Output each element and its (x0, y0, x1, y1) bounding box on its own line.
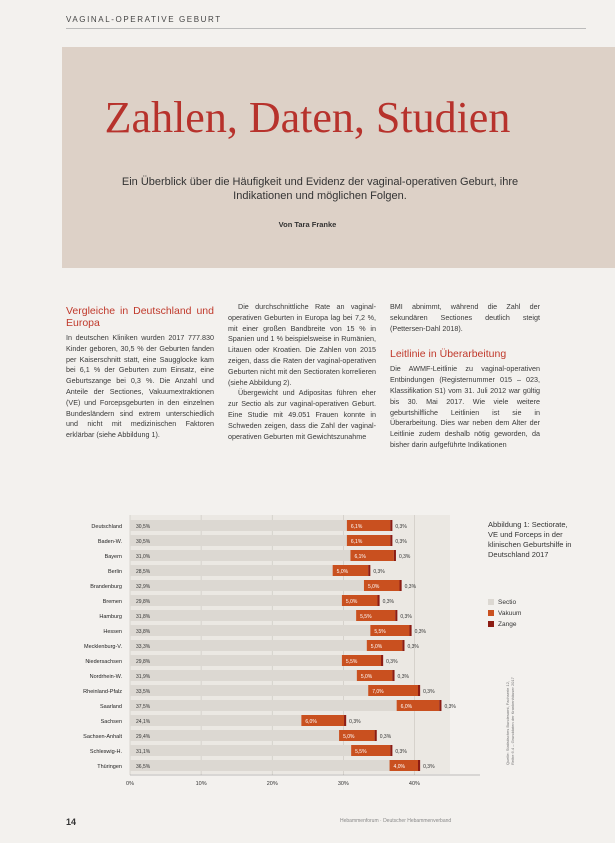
vakuum-value-label: 7,0% (372, 689, 384, 695)
column-2 (228, 302, 376, 442)
sectio-value-label: 28,5% (136, 569, 151, 575)
zange-value-label: 0,3% (397, 674, 409, 680)
bar-sectio (130, 520, 347, 531)
vakuum-value-label: 5,0% (343, 734, 355, 740)
bar-zange (368, 565, 370, 576)
bar-zange (390, 745, 392, 756)
zange-value-label: 0,3% (379, 734, 392, 740)
bar-sectio (130, 610, 356, 621)
category-label: Rheinland-Pfalz (83, 689, 122, 695)
vakuum-value-label: 5,0% (360, 674, 373, 680)
sectio-value-label: 29,4% (136, 734, 151, 740)
zange-value-label: 0,3% (400, 614, 412, 620)
bar-zange (394, 550, 396, 561)
legend-label: Sectio (498, 599, 517, 606)
category-label: Thüringen (97, 764, 122, 770)
x-tick-label: 0% (126, 781, 134, 787)
vakuum-value-label: 6,0% (305, 719, 317, 725)
article-title: Zahlen, Daten, Studien (104, 93, 511, 142)
vakuum-value-label: 5,5% (355, 749, 367, 755)
body-paragraph: BMI abnimmt, während die Zahl der sekundären Sectiones deutlich steigt (Pettersen-Dahl 2018). (390, 302, 540, 333)
vakuum-value-label: 5,5% (360, 614, 372, 620)
sectio-value-label: 31,1% (136, 749, 151, 755)
body-paragraph: Übergewicht und Adipositas führen eher zur Sectio als zur vaginal-operativen Geburt. Eine Studie mit 49.051 Frauen konnte in Schweden zeigen, dass die Zahl der vaginal-operativen Geburten mit Gewichtszunahme (228, 388, 376, 441)
vakuum-value-label: 4,0% (393, 764, 405, 770)
bar-sectio (130, 565, 333, 576)
category-label: Mecklenburg-V. (83, 644, 122, 650)
bar-zange (377, 595, 379, 606)
legend-swatch (488, 610, 494, 616)
x-tick-label: 30% (337, 781, 349, 787)
sectio-value-label: 36,5% (136, 764, 151, 770)
bar-sectio (130, 760, 390, 771)
sectio-value-label: 30,5% (136, 539, 151, 545)
legend-label: Vakuum (498, 610, 522, 617)
category-label: Nordrhein-W. (89, 674, 122, 680)
x-tick-label: 40% (408, 781, 420, 787)
sectio-value-label: 33,3% (136, 644, 151, 650)
running-head: VAGINAL-OPERATIVE GEBURT (66, 15, 222, 24)
body-paragraph: Die durchschnittliche Rate an vaginal-operativen Geburten in Europa lag bei 7,2 %, mit einer großen Bandbreite von 15 % in Spanien und 1 % beispielsweise in Rumänien, Litauen oder Kroatien. Die Zahlen von 2015 zeigen, dass die Raten der vaginal-operativen Geburten nicht mit den Sectioraten korrelieren (siehe Abbildung 2). (228, 302, 376, 387)
bar-sectio (130, 715, 301, 726)
vakuum-value-label: 6,1% (354, 554, 366, 560)
article-subtitle: Ein Überblick über die Häufigkeit und Evidenz der vaginal-operativen Geburt, ihre Indikationen und möglichen Folgen. (121, 176, 519, 202)
zange-value-label: 0,3% (386, 659, 398, 665)
sectio-value-label: 33,8% (136, 629, 151, 635)
x-tick-label: 20% (266, 781, 278, 787)
article-byline: Von Tara Franke (278, 220, 337, 229)
bar-sectio (130, 580, 364, 591)
vakuum-value-label: 5,0% (370, 644, 383, 650)
bar-sectio (130, 670, 357, 681)
category-label: Bayern (104, 554, 122, 560)
sectio-value-label: 37,5% (136, 704, 151, 710)
column-3 (390, 302, 540, 451)
vakuum-value-label: 6,0% (400, 704, 413, 710)
body-paragraph: Die AWMF-Leitlinie zu vaginal-operativen Entbindungen (Registernummer 015 – 023, Klassifikation S1) vom 31. Juli 2012 war gültig bis 30. Mai 2017. Wie viele weitere geburtshilfliche Leitlinien ist sie in Überarbeitung. Dies war neben dem Alter der Leitlinie zudem deshalb nötig geworden, da bisher darin aufgeführte Indikationen (390, 364, 540, 449)
bar-zange (381, 655, 383, 666)
sectio-value-label: 31,0% (136, 554, 151, 560)
vakuum-value-label: 5,0% (345, 599, 358, 605)
bar-sectio (130, 535, 347, 546)
footer-journal: Hebammenforum · Deutscher Hebammenverband (340, 818, 452, 824)
zange-value-label: 0,3% (423, 689, 435, 695)
x-tick-label: 10% (195, 781, 207, 787)
sectio-value-label: 29,8% (136, 659, 151, 665)
bar-zange (392, 670, 394, 681)
category-label: Schleswig-H. (89, 749, 122, 755)
zange-value-label: 0,3% (404, 584, 417, 590)
bar-sectio (130, 640, 367, 651)
page-number: 14 (66, 817, 77, 827)
header-rule (66, 28, 586, 29)
bar-zange (395, 610, 397, 621)
zange-value-label: 0,3% (349, 719, 361, 725)
bar-zange (418, 760, 420, 771)
legend-item-sectio (488, 597, 521, 608)
chart-source: Quelle: Statistisches Bundesamt, Fachserie 12, Reihe 6.4 – Grunddaten der Krankenhäuser 2017 (505, 677, 516, 765)
legend-item-zange (488, 619, 521, 630)
category-label: Sachsen-Anhalt (83, 734, 122, 740)
bar-sectio (130, 700, 397, 711)
zange-value-label: 0,3% (382, 599, 395, 605)
zange-value-label: 0,3% (407, 644, 419, 650)
vakuum-value-label: 5,5% (345, 659, 358, 665)
zange-value-label: 0,3% (373, 569, 385, 575)
category-label: Bremen (102, 599, 122, 605)
legend-swatch (488, 621, 494, 627)
bar-zange (390, 535, 392, 546)
bar-zange (344, 715, 346, 726)
category-label: Sachsen (100, 719, 122, 725)
section-heading: Leitlinie in Überarbeitung (390, 348, 507, 361)
sectio-value-label: 30,5% (136, 524, 151, 530)
zange-value-label: 0,3% (423, 764, 435, 770)
bar-sectio (130, 685, 368, 696)
category-label: Niedersachsen (85, 659, 122, 665)
vakuum-value-label: 5,0% (336, 569, 349, 575)
zange-value-label: 0,3% (395, 539, 407, 545)
category-label: Brandenburg (90, 584, 122, 590)
category-label: Hessen (103, 629, 122, 635)
legend-item-vakuum (488, 608, 521, 619)
bar-sectio (130, 745, 351, 756)
bar-zange (400, 580, 402, 591)
zange-value-label: 0,3% (414, 629, 427, 635)
category-label: Saarland (99, 704, 122, 710)
body-paragraph: In deutschen Kliniken wurden 2017 777.830 Kinder geboren, 30,5 % der Geburten fanden per Kaiserschnitt statt, eine Saugglocke kam bei 6,1 % der Geburten zum Einsatz, eine Geburtszange bei 0,3 %. Die Anzahl und Anteile der Sectiones, Vakuumextraktionen (VE) und Forcepsgeburten in den einzelnen Bundesländern sind extrem unterschiedlich und nicht mit medizinischen Faktoren erklärbar (siehe Abbildung 1). (66, 333, 214, 440)
category-label: Hamburg (99, 614, 122, 620)
figure-caption: Abbildung 1: Sectiorate, VE und Forceps in der klinischen Geburtshilfe in Deutschland 2017 (488, 520, 572, 559)
sectio-value-label: 33,5% (136, 689, 151, 695)
bar-sectio (130, 550, 350, 561)
section-heading: Vergleiche in Deutschland und Europa (66, 305, 214, 329)
bar-sectio (130, 655, 342, 666)
category-label: Berlin (107, 569, 122, 575)
bar-zange (409, 625, 411, 636)
bar-zange (402, 640, 404, 651)
bar-sectio (130, 595, 342, 606)
stacked-bar-chart (66, 510, 486, 800)
zange-value-label: 0,3% (398, 554, 411, 560)
category-label: Baden-W. (97, 539, 122, 545)
zange-value-label: 0,3% (395, 749, 407, 755)
vakuum-value-label: 6,1% (350, 524, 363, 530)
bar-zange (390, 520, 392, 531)
vakuum-value-label: 6,1% (350, 539, 363, 545)
bar-sectio (130, 625, 370, 636)
sectio-value-label: 32,9% (136, 584, 151, 590)
category-label: Deutschland (91, 524, 122, 530)
sectio-value-label: 31,9% (136, 674, 151, 680)
bar-zange (375, 730, 377, 741)
sectio-value-label: 31,8% (136, 614, 151, 620)
bar-zange (418, 685, 420, 696)
bar-zange (439, 700, 441, 711)
zange-value-label: 0,3% (395, 524, 407, 530)
legend-label: Zange (498, 621, 517, 628)
chart-legend (488, 597, 521, 630)
legend-swatch (488, 599, 494, 605)
sectio-value-label: 29,8% (136, 599, 151, 605)
sectio-value-label: 24,1% (136, 719, 151, 725)
column-1 (66, 305, 214, 441)
zange-value-label: 0,3% (444, 704, 456, 710)
vakuum-value-label: 5,0% (367, 584, 380, 590)
title-banner (62, 47, 615, 268)
vakuum-value-label: 5,5% (374, 629, 386, 635)
bar-sectio (130, 730, 339, 741)
